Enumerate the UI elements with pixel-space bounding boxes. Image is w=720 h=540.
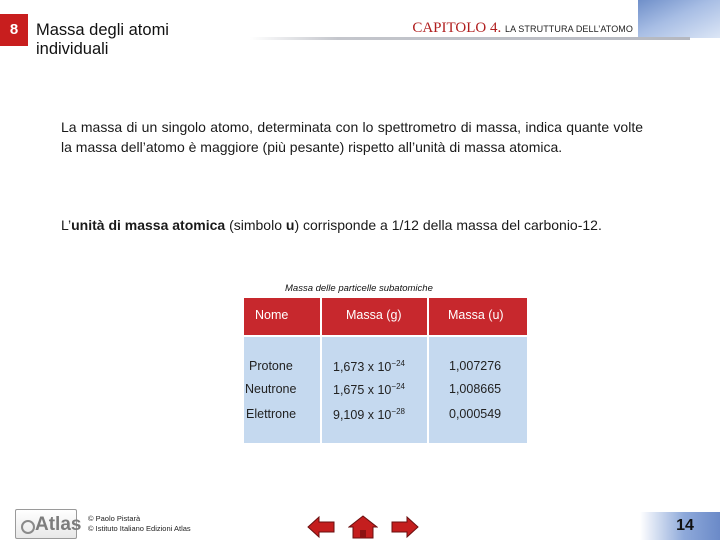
amu-term: unità di massa atomica (71, 217, 226, 233)
logo-ring-icon (21, 520, 35, 534)
chapter-subtitle: LA STRUTTURA DELL’ATOMO (505, 24, 633, 34)
table-cell-mass-g (333, 382, 405, 397)
paragraph-definition: La massa di un singolo atomo, determinata con lo spettrometro di massa, indica quante volte la massa dell’atomo è maggiore (più pesante) rispetto all’unità di massa atomica. (61, 119, 643, 155)
paragraph-amu-post: ) corrisponde a 1/12 della massa del carbonio-12. (294, 217, 602, 233)
credit-publisher: © Istituto Italiano Edizioni Atlas (88, 524, 191, 533)
previous-page-button[interactable] (306, 515, 338, 539)
table-cell-mass-g (333, 359, 405, 374)
chapter-heading (412, 20, 633, 37)
credits (88, 514, 191, 534)
page-number: 14 (640, 512, 720, 540)
table-column-divider (320, 298, 322, 443)
home-icon (348, 515, 378, 539)
logo-text: Atlas (35, 514, 82, 535)
paragraph-amu-pre: L’ (61, 217, 72, 233)
table-header-name: Nome (255, 308, 289, 322)
paragraph-amu-mid: (simbolo (225, 217, 286, 233)
mass-g-exponent: −28 (391, 407, 405, 416)
paragraph-amu (61, 216, 643, 236)
table-cell-mass-u: 0,000549 (449, 407, 502, 421)
mass-g-base: 9,109 x 10 (333, 408, 392, 422)
table-caption: Massa delle particelle subatomiche (285, 283, 433, 294)
mass-g-base: 1,675 x 10 (333, 383, 392, 397)
table-cell-mass-g (333, 407, 405, 422)
table-header-separator (244, 335, 527, 337)
arrow-left-icon (306, 515, 338, 539)
table-cell-mass-u: 1,008665 (449, 382, 502, 396)
amu-symbol: u (285, 217, 295, 233)
table-cell-name: Elettrone (246, 407, 297, 421)
credit-author: © Paolo Pistarà (88, 514, 141, 523)
next-page-button[interactable] (388, 515, 420, 539)
home-button[interactable] (348, 515, 378, 539)
subatomic-particles-table (244, 298, 527, 443)
mass-g-exponent: −24 (391, 382, 405, 391)
section-title: Massa degli atomi individuali (36, 21, 169, 58)
table-header-mass-u: Massa (u) (448, 308, 504, 322)
table-cell-name: Protone (249, 359, 293, 373)
atlas-logo (15, 509, 82, 539)
header-divider (250, 37, 690, 40)
mass-g-exponent: −24 (391, 359, 405, 368)
mass-g-base: 1,673 x 10 (333, 360, 392, 374)
table-header-mass-g: Massa (g) (346, 308, 402, 322)
arrow-right-icon (388, 515, 420, 539)
chapter-label: CAPITOLO 4. (412, 20, 502, 36)
section-number-badge: 8 (0, 14, 28, 46)
table-column-divider (427, 298, 429, 443)
corner-decoration (638, 0, 720, 38)
table-cell-name: Neutrone (245, 382, 297, 396)
table-cell-mass-u: 1,007276 (449, 359, 502, 373)
